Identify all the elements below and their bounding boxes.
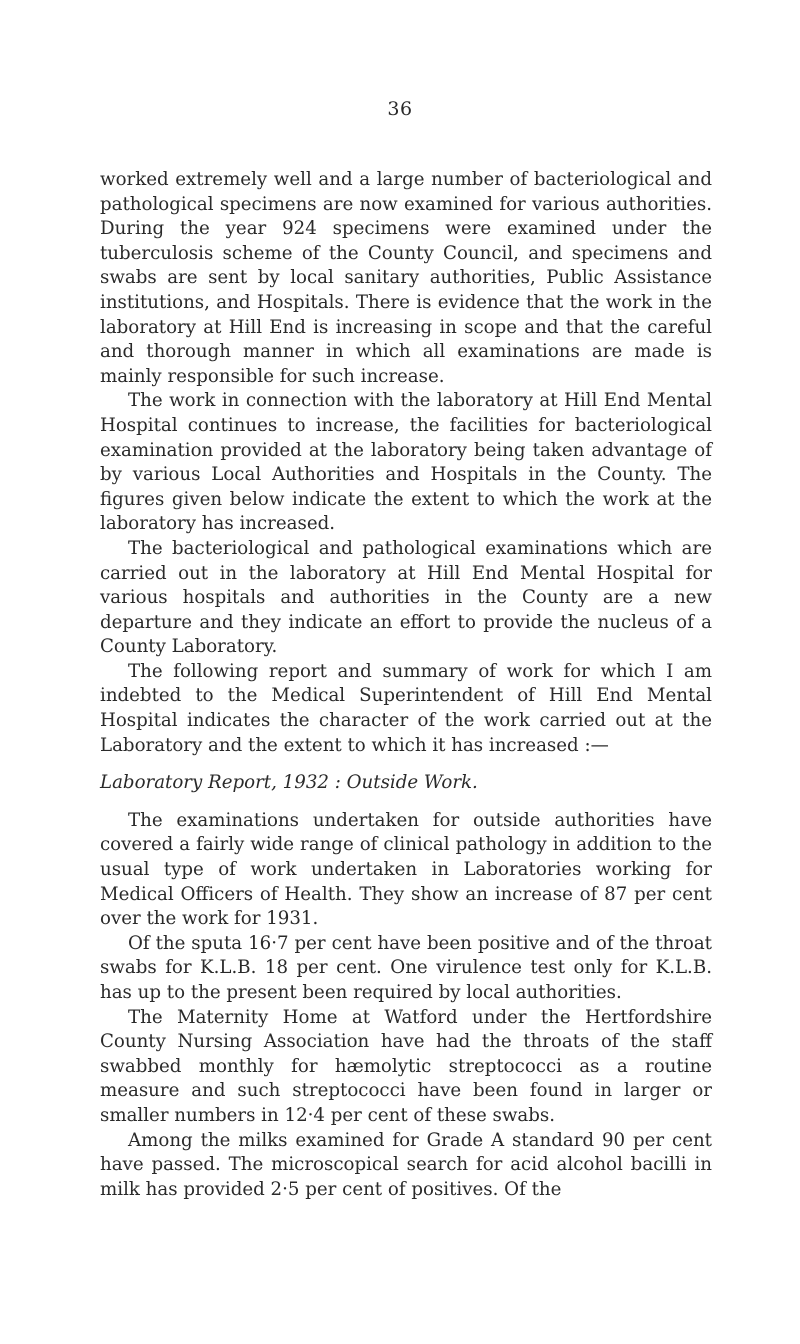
paragraph-laboratory-work: The work in connection with the laboratory at Hill End Mental Hospital continues to increase, the facilities for bacteriological examination provided at the laboratory being taken advantage of by various Local Authorities and Hospitals in the County. The figures given below indicate the extent to which the work at the laboratory has increased. bbox=[100, 390, 712, 535]
page-number: 36 bbox=[387, 98, 413, 120]
paragraph-continued: worked extremely well and a large number of bacteriological and pathological specimens are now examined for various authorities. During the year 924 specimens were examined under the tuberculosis scheme of the County Council, and specimens and swabs are sent by local sanitary authorities, Public Assistance institutions, and Hospitals. There is evidence that the work in the laboratory at Hill End is increasing in scope and that the careful and thorough manner in which all examinations are made is mainly responsible for such increase. bbox=[100, 169, 712, 387]
paragraph-report-intro: The following report and summary of work for which I am indebted to the Medical Superintendent of Hill End Mental Hospital indicates the character of the work carried out at the Laboratory and the extent to which it has increased :— bbox=[100, 660, 712, 756]
paragraph-new-departure: The bacteriological and pathological examinations which are carried out in the laboratory at Hill End Mental Hospital for various hospitals and authorities in the County are a new departure and they indicate an effort to provide the nucleus of a County Laboratory. bbox=[100, 537, 712, 658]
paragraph-milks: Among the milks examined for Grade A standard 90 per cent have passed. The microscopical search for acid alcohol bacilli in milk has provided 2·5 per cent of positives. Of the bbox=[100, 1129, 712, 1200]
section-heading: Laboratory Report, 1932 : Outside Work. bbox=[100, 772, 478, 794]
paragraph-examinations: The examinations undertaken for outside authorities have covered a fairly wide range of clinical pathology in addition to the usual type of work undertaken in Laboratories working for Medical Officers of Health. They show an increase of 87 per cent over the work for 1931. bbox=[100, 809, 712, 930]
paragraph-sputa: Of the sputa 16·7 per cent have been positive and of the throat swabs for K.L.B. 18 per cent. One virulence test only for K.L.B. has up to the present been required by local authorities. bbox=[100, 932, 712, 1003]
paragraph-maternity-home: The Maternity Home at Watford under the Hertfordshire County Nursing Association have had the throats of the staff swabbed monthly for hæmolytic streptococci as a routine measure and such streptococci have been found in larger or smaller numbers in 12·4 per cent of these swabs. bbox=[100, 1006, 712, 1126]
body-text bbox=[100, 168, 712, 1202]
